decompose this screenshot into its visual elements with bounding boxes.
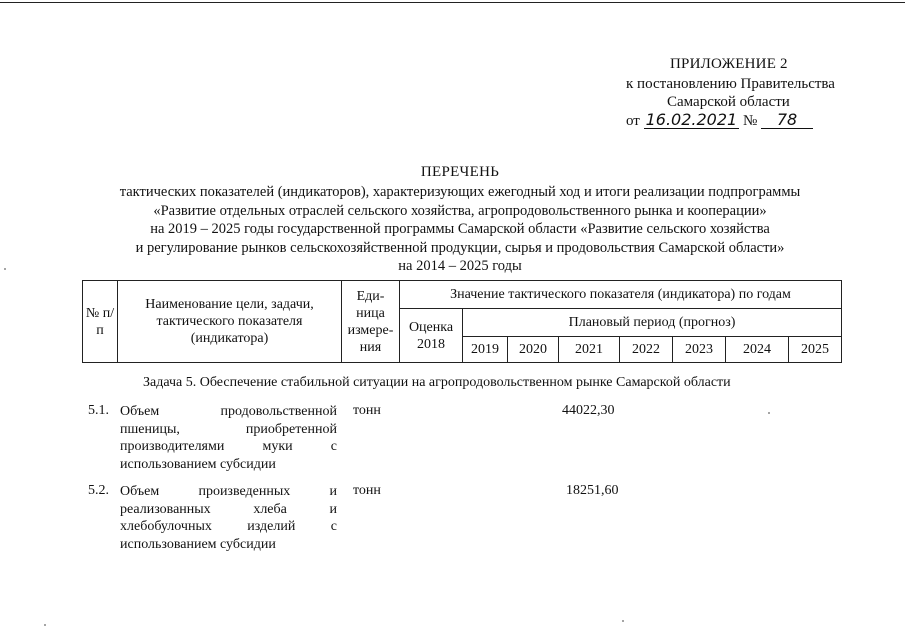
appendix-line-2: Самарской области <box>667 94 790 110</box>
header-values-title: Значение тактического показателя (индикатора) по годам <box>400 281 842 309</box>
heading-line: «Развитие отдельных отраслей сельского хозяйства, агропродовольственного рынка и кооперации» <box>153 202 767 219</box>
heading-title: ПЕРЕЧЕНЬ <box>420 164 500 180</box>
handwritten-number: 78 <box>761 112 813 129</box>
row-value-2021: 44022,30 <box>562 403 615 418</box>
header-year: 2019 <box>463 337 508 363</box>
row-number: 5.2. <box>88 483 109 498</box>
header-unit-text: Еди- ница измере- ния <box>347 288 394 355</box>
header-year: 2021 <box>559 337 620 363</box>
row-indicator-name: Объем произведенных и реализованных хлеба и хлебобулочных изделий с использованием субсидии <box>120 484 337 552</box>
header-estimate <box>400 309 463 363</box>
row-unit: тонн <box>353 403 381 418</box>
header-num <box>83 281 118 363</box>
number-prefix: № <box>742 113 758 129</box>
header-year: 2024 <box>726 337 789 363</box>
row-unit: тонн <box>353 483 381 498</box>
row-value-2021: 18251,60 <box>566 483 619 498</box>
header-year: 2025 <box>789 337 842 363</box>
appendix-title: ПРИЛОЖЕНИЕ 2 <box>670 56 788 72</box>
heading-line: на 2014 – 2025 годы <box>398 258 522 275</box>
header-year: 2022 <box>620 337 673 363</box>
scan-speck <box>768 412 770 414</box>
heading-line: на 2019 – 2025 годы государственной программы Самарской области «Развитие сельского хозяйства <box>150 221 770 238</box>
indicators-table-header <box>82 280 842 363</box>
header-year: 2020 <box>508 337 559 363</box>
scan-edge-line <box>0 2 905 3</box>
scan-speck <box>4 268 6 270</box>
row-number: 5.1. <box>88 403 109 418</box>
appendix-date-line <box>626 112 813 130</box>
scan-speck <box>622 620 624 622</box>
row-indicator-name: Объем продовольственной пшеницы, приобретенной производителями муки с использованием субсидии <box>120 404 337 472</box>
header-unit <box>342 281 400 363</box>
handwritten-date: 16.02.2021 <box>645 110 738 129</box>
document-heading <box>90 163 830 275</box>
header-estimate-text: Оценка 2018 <box>408 319 454 352</box>
section-task-title: Задача 5. Обеспечение стабильной ситуации на агропродовольственном рынке Самарской области <box>143 375 731 390</box>
heading-line: тактических показателей (индикаторов), характеризующих ежегодный ход и итоги реализации подпрограммы <box>119 184 801 201</box>
header-name <box>118 281 342 363</box>
header-plan-period: Плановый период (прогноз) <box>463 309 842 337</box>
header-num-text: № п/п <box>85 305 115 338</box>
scan-speck <box>44 624 46 626</box>
heading-line: и регулирование рынков сельскохозяйственной продукции, сырья и продовольствия Самарской области» <box>135 239 785 256</box>
date-prefix: от <box>626 113 640 129</box>
header-year: 2023 <box>673 337 726 363</box>
appendix-line-1: к постановлению Правительства <box>626 76 835 92</box>
header-name-text: Наименование цели, задачи, тактического показателя (индикатора) <box>145 297 314 346</box>
